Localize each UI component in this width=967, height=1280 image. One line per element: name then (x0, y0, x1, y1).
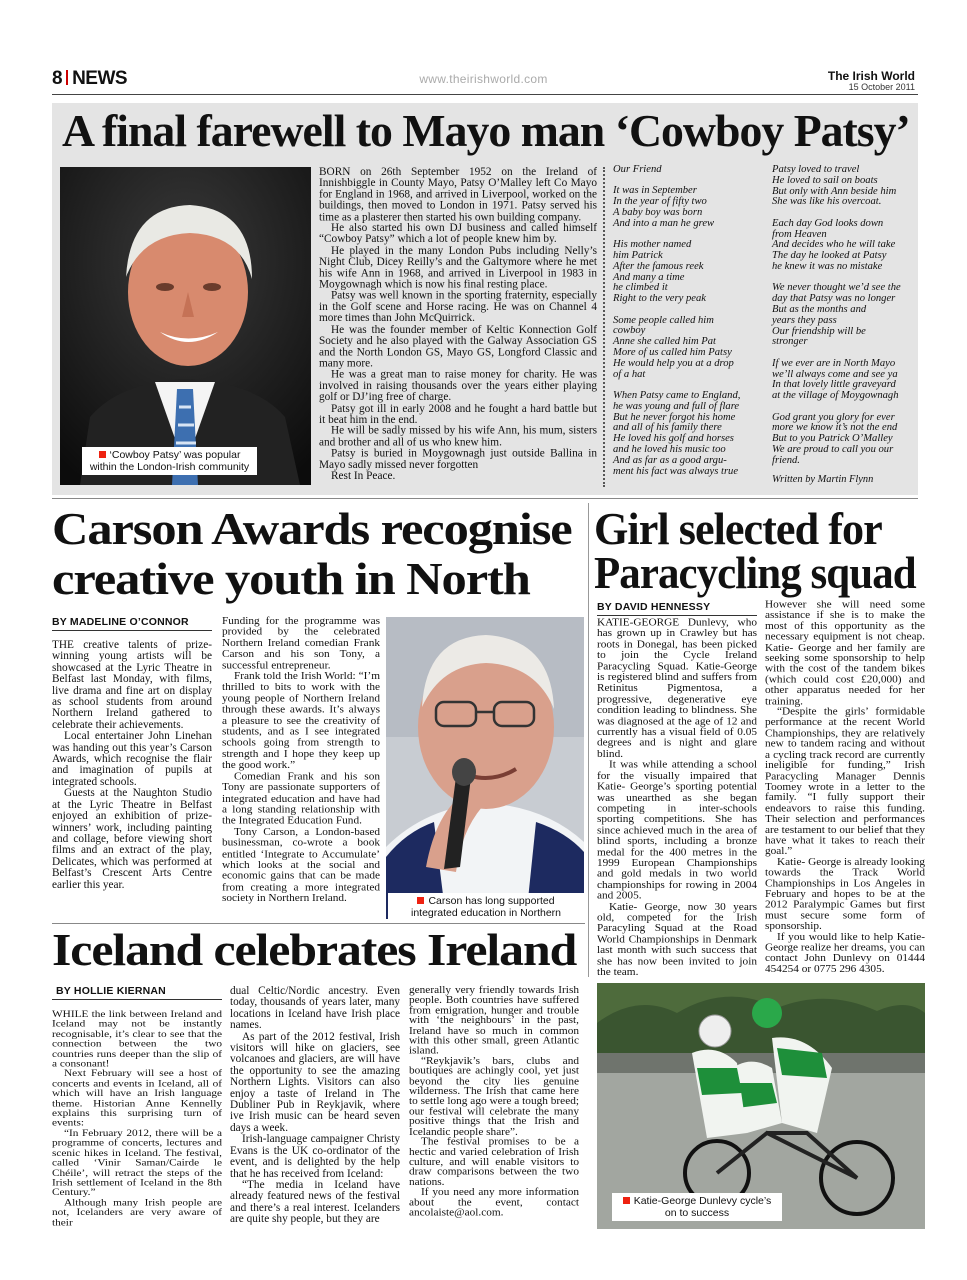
iceland-paragraph: “In February 2012, there will be a programme of concerts, lectures and scenic hikes in Iceland. The festival, called ‘Vinir Saman/Cairde le Chéile’, will retract the steps of the Irish settlement of Iceland in the 8th Century.” (52, 1128, 222, 1198)
iceland-paragraph: “The media in Iceland have already featured news of the festival and there’s a real interest. Icelanders are quite shy people, but they are (230, 1178, 400, 1226)
iceland-column-1 (52, 1010, 222, 1228)
patsy-photo-caption: ‘Cowboy Patsy’ was popular within the London-Irish community (82, 447, 257, 475)
patsy-photo (60, 167, 311, 485)
iceland-paragraph: Although many Irish people are not, Icelanders are very aware of their (52, 1197, 222, 1228)
iceland-paragraph: As part of the 2012 festival, Irish visitors will hike on glaciers, see volcanoes and glaciers, are will have the opportunity to see the amazing Northern Lights. Visitors can also enjoy a taste of Ireland in The Dubliner Pub in Reykjavik, where ive Irish music can be heard seven days a week. (230, 1030, 400, 1134)
byline-rule (52, 999, 222, 1000)
iceland-paragraph: Irish-language campaigner Christy Evans is the UK co-ordinator of the event, and is delighted by the help that he has received from Iceland: (230, 1133, 400, 1180)
publication-name: The Irish World (827, 69, 915, 83)
page-number: 8 NEWS (52, 68, 128, 89)
carson-paragraph: Frank told the Irish World: “I’m thrilled to bits to work with the young people of Northern Ireland through these awards. It’s always a pleasure to see the creativity of students, and as I see integrated schools going from strength to strength and I hope they keep up the good work.” (222, 670, 380, 771)
paracycling-paragraph: Katie- George, now 30 years old, competed for the Irish Paracyling Squad at the Road World Championships in Denmark last month with such success that she has now been invited to join the team. (597, 900, 757, 978)
issue-date: 15 October 2011 (848, 82, 915, 92)
iceland-paragraph: The festival promises to be a hectic and varied celebration of Irish culture, and will enable visitors to draw comparisons between the two nations. (409, 1136, 579, 1188)
iceland-column-2 (230, 986, 400, 1226)
caption-bullet-icon (417, 897, 424, 904)
poem-stanza: Some people called him cowboy Anne she called him Pat More of us called him Patsy He would help you at a drop of a hat (613, 314, 734, 380)
caption-bullet-icon (99, 451, 106, 458)
carson-headline-line1: Carson Awards recognise (52, 503, 572, 554)
carson-byline: BY MADELINE O’CONNOR (52, 616, 189, 628)
carson-headline-line2: creative youth in North (52, 553, 530, 604)
paracycling-byline: BY DAVID HENNESSY (597, 601, 711, 613)
byline-rule (52, 630, 212, 631)
paracycling-headline-line2: Paracycling squad (594, 547, 916, 598)
section-label: NEWS (72, 68, 128, 89)
farewell-paragraph: Patsy is buried in Moygownagh just outside Ballina in Mayo sadly missed never forgotten (319, 447, 597, 471)
poem-stanza: God grant you glory for ever more we know it’s not the end But to you Patrick O’Malley We are proud to call you our friend. (772, 411, 898, 466)
carson-photo-caption: Carson has long supported integrated education in Northern (388, 893, 584, 919)
carson-paragraph: Guests at the Naughton Studio at the Lyric Theatre in Belfast enjoyed an exhibition of prize-winners’ work, including painting and collage, before viewing short films and an extract of the play, Delicates, which was performed at Belfast’s Crescent Arts Centre earlier this year. (52, 787, 212, 891)
carson-paragraph: Funding for the programme was provided by the celebrated Northern Ireland comedian Frank Carson and his son Tony, a successful entrepreneur. (222, 615, 380, 672)
carson-paragraph: Tony Carson, a London-based businessman, co-wrote a book entitled ‘Integrate to Accumulate’ which looks at the social and economic gains that can be made from creating a more integrated society in Northern Ireland. (222, 825, 380, 905)
iceland-byline: BY HOLLIE KIERNAN (56, 985, 166, 997)
carson-column-2 (222, 616, 380, 905)
farewell-paragraph: BORN on 26th September 1952 on the Ireland of Innishbiggle in County Mayo, Patsy O’Malley left Co Mayo for England in 1968, and arrived in Liverpool, worked on the buildings, then moved to London in 1971. Patsy served his time as a plasterer then started his own building company. (319, 166, 597, 223)
poem-stanza: His mother named him Patrick After the famous reek And many a time he climbed it Right to the very peak (613, 239, 706, 305)
poem-column-right (772, 165, 916, 467)
paracycling-column-2 (765, 600, 925, 975)
column-divider (588, 503, 589, 977)
paracycling-paragraph: KATIE-GEORGE Dunlevy, who has grown up in Crawley but has roots in Donegal, has been picked to join the Cycle Ireland Paracycling Squad. Katie-George is registered blind and suffers from Retinitus Pigmentosa, a progressive, degenerative eye condition leading to blindness. She was diagnosed at the age of 12 and currently has a visual field of 0.05 degrees and is night and glare blind. (597, 617, 757, 760)
byline-rule (597, 615, 757, 616)
paracycling-headline-line1: Girl selected for (594, 503, 882, 554)
poem-stanza: Patsy loved to travel He loved to sail on boats But only with Ann beside him She was like his overcoat. (772, 164, 897, 208)
caption-bullet-icon (623, 1197, 630, 1204)
poem-stanza: If we ever are in North Mayo we’ll always come and see ya In that lovely little graveyard at the village of Moygownagh (772, 357, 899, 402)
farewell-paragraph: He also started his own DJ business and called himself “Cowboy Patsy” which a lot of people knew him by. (319, 222, 597, 246)
poem-stanza: Our Friend (613, 164, 662, 175)
iceland-paragraph: generally very friendly towards Irish people. Both countries have suffered from emigration, hunger and trouble with ‘the neighbours’ in the past, Ireland have so much in common with this other small, green Atlantic island. (409, 985, 579, 1057)
poem-divider (603, 167, 605, 487)
section-rule (52, 498, 918, 499)
poem-stanza: We never thought we’d see the day that Patsy was no longer But as the months and years they pass Our friendship will be stronger (772, 282, 901, 348)
paracycling-paragraph: Katie- George is already looking towards the Track World Championships in Los Angeles in February and hopes to be at the 2012 Paralympic Games but first must secure some form of sponsorship. (765, 856, 925, 932)
farewell-paragraph: He played in the many London Pubs including Nelly’s Night Club, Dicey Reilly’s and the Galtymore where he met his wife Ann in 1968, and arrived in Liverpool in 1983 in Moygownagh which is now his final resting place. (319, 244, 597, 291)
site-url[interactable]: www.theirishworld.com (419, 72, 548, 86)
farewell-paragraph: Patsy was well known in the sporting fraternity, especially in the Golf scene and Horse racing. He was on Channel 4 more times than John McQuirrick. (319, 289, 597, 325)
poem-column-left (613, 165, 763, 477)
farewell-body (319, 167, 597, 482)
iceland-paragraph: dual Celtic/Nordic ancestry. Even today, thousands of years later, many locations in Iceland have Irish place names. (230, 985, 400, 1032)
carson-photo (386, 617, 584, 919)
publication-info (828, 69, 915, 92)
paracycling-column-1 (597, 618, 757, 978)
paracycling-paragraph: It was while attending a school for the visually impaired that Katie- George’s sporting potential was unearthed as she began competing in inter-schools sporting competitions. She has since achieved much in the area of blind sports, including a bronze medal for the 400 metres in the 1999 European Championships and gold medals in two world championships for rowing in 2004 and 2005. (597, 759, 757, 902)
iceland-paragraph: “Reykjavik’s bars, clubs and boutiques are achingly cool, yet just beyond the city lies genuine wilderness. The Irish that came here to settle long ago were a tough breed; our festival will celebrate the many positive things that the Irish and Icelandic people share”. (409, 1055, 579, 1138)
paracycling-paragraph: “Despite the girls’ formidable performance at the recent World Championships, they are relatively new to tandem racing and without a cycling track record are currently ineligible for funding,” Irish Paracycling Manager Dennis Toomey wrote in a letter to the family. “I fully support their endeavors to raise this funding. Their selection and performances are testament to our belief that they have what it takes to reach their goal.” (765, 706, 925, 857)
cycling-photo-caption: Katie-George Dunlevy cycle’s on to success (612, 1193, 782, 1221)
poem-credit: Written by Martin Flynn (772, 474, 874, 485)
farewell-paragraph: He was the founder member of Keltic Konnection Golf Society and he also played with the Galway Association GS and the North London GS, Mayo GS, Longford Classic and many more. (319, 323, 597, 370)
iceland-column-3 (409, 986, 579, 1218)
farewell-paragraph: He will be sadly missed by his wife Ann, his mum, sisters and brother and all of us who knew him. (319, 425, 597, 449)
carson-paragraph: Comedian Frank and his son Tony are passionate supporters of integrated education and have had a long standing relationship with the Integrated Education Fund. (222, 770, 380, 827)
farewell-paragraph: Patsy got ill in early 2008 and he fought a hard battle but it beat him in the end. (319, 402, 597, 426)
iceland-headline: Iceland celebrates Ireland (52, 924, 577, 975)
iceland-paragraph: Next February will see a host of concerts and events in Iceland, all of which will have an Irish language theme. Historian Anne Kennelly explains this surprising turn of events: (52, 1068, 222, 1129)
paracycling-paragraph: However she will need some assistance if she is to make the most of this opportunity as the necessary equipment is not cheap. Katie- George and her family are seeking some sponsorship to help with the cost of the tandem bikes (which could cost £20,000) and other apparatus needed for her training. (765, 599, 925, 707)
cycling-photo (597, 983, 925, 1229)
farewell-paragraph: Rest In Peace. (331, 470, 396, 482)
iceland-paragraph: If you need any more information about the event, contact ancolaiste@aol.com. (409, 1187, 579, 1218)
carson-paragraph: THE creative talents of prize-winning young artists will be showcased at the Lyric Theatre in Belfast last Monday, with films, live drama and fine art on display as school students from around Northern Ireland gathered to celebrate their achievements. (52, 639, 212, 731)
poem-stanza: It was in September In the year of fifty two A baby boy was born And into a man he grew (613, 185, 715, 229)
farewell-headline: A final farewell to Mayo man ‘Cowboy Patsy’ (62, 105, 910, 156)
farewell-paragraph: He was a great man to raise money for charity. He was involved in raising thousands over the years either playing golf or DJ’ing free of charge. (319, 368, 597, 404)
poem-stanza: Each day God looks down from Heaven And decides who he will take The day he looked at Patsy he knew it was no mistake (772, 217, 896, 272)
paracycling-paragraph: If you would like to help Katie- George realize her dreams, you can contact John Dunlevy on 01444 454254 or 0775 296 4305. (765, 931, 925, 975)
carson-paragraph: Local entertainer John Linehan was handing out this year’s Carson Awards, which recognise the flair and imagination of pupils at integrated schools. (52, 730, 212, 788)
carson-column-1 (52, 640, 212, 891)
iceland-paragraph: WHILE the link between Ireland and Iceland may not be instantly recognisable, it’s clear to see that the connection between the two countries runs deeper than the slip of a consonant! (52, 1009, 222, 1070)
poem-stanza: When Patsy came to England, he was young and full of flare But he never forgot his home and all of his family there He loved his golf and horses and he loved his music too And as far as a good argu- ment his fact was always true (613, 389, 741, 477)
header-rule (52, 94, 918, 95)
